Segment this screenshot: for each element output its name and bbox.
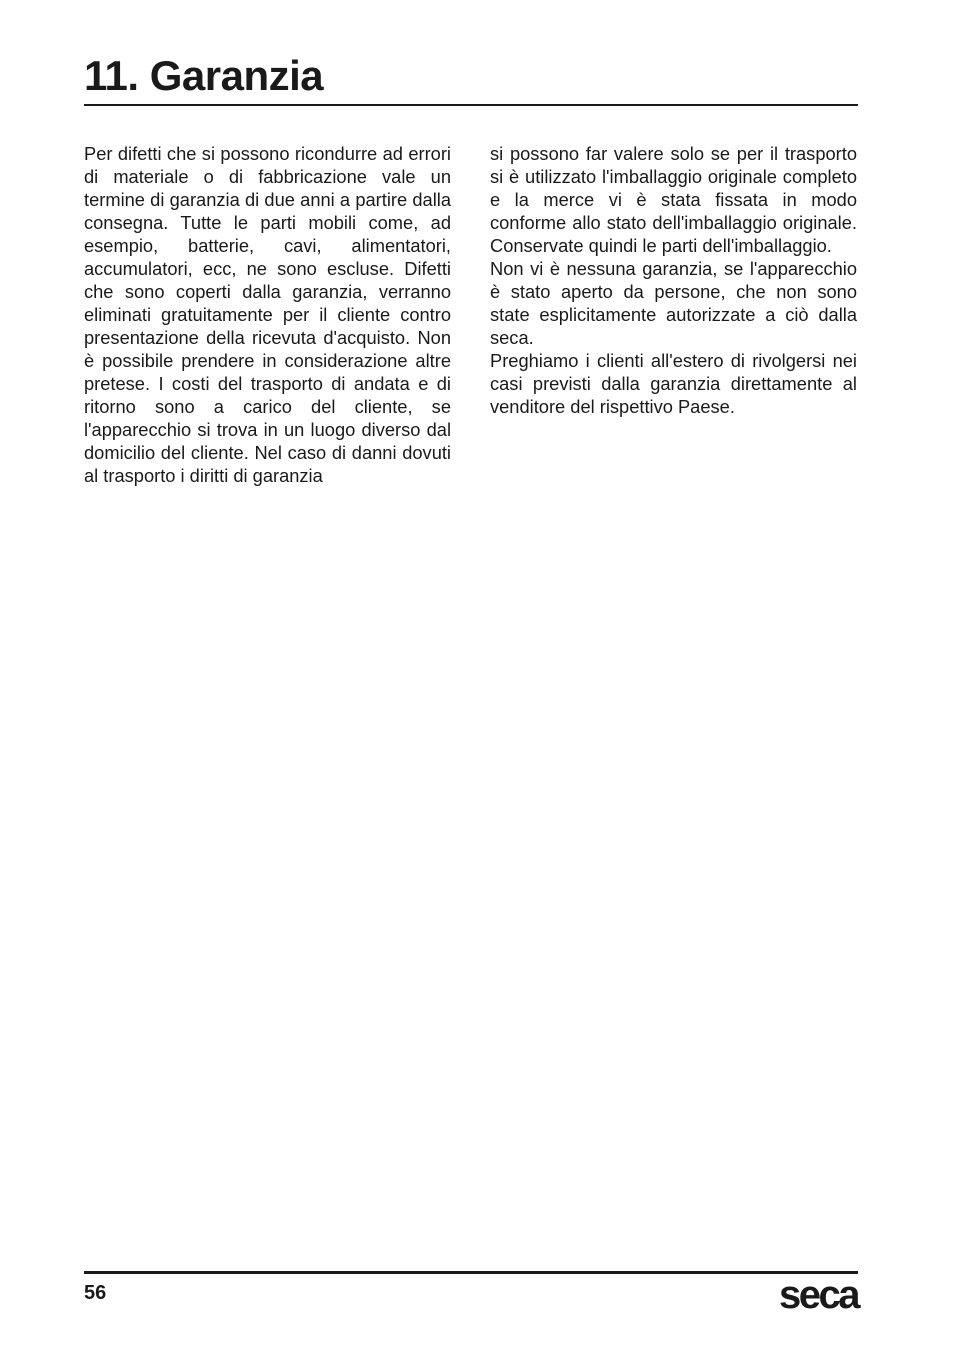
right-column <box>490 142 857 418</box>
footer-divider <box>84 1271 858 1274</box>
warranty-paragraph-4: Preghiamo i clienti all'estero di rivolgersi nei casi previsti dalla garanzia direttamente al venditore del rispettivo Paese. <box>490 350 857 417</box>
warranty-paragraph-1: Per difetti che si possono ricondurre ad errori di materiale o di fabbricazione vale un termine di garanzia di due anni a partire dalla consegna. Tutte le parti mobili come, ad esempio, batterie, cavi, alimentatori, accumulatori, ecc, ne sono escluse. Difetti che sono coperti dalla garanzia, verranno eliminati gratuitamente per il cliente contro presentazione della ricevuta d'acquisto. Non è possibile prendere in considerazione altre pretese. I costi del trasporto di andata e di ritorno sono a carico del cliente, se l'apparecchio si trova in un luogo diverso dal domicilio del cliente. Nel caso di danni dovuti al trasporto i diritti di garanzia <box>84 143 451 486</box>
warranty-paragraph-2: si possono far valere solo se per il trasporto si è utilizzato l'imballaggio originale completo e la merce vi è stata fissata in modo conforme allo stato dell'imballaggio originale. Conservate quindi le parti dell'imballaggio. <box>490 143 857 256</box>
seca-logo: seca <box>779 1273 858 1317</box>
page-title: 11. Garanzia <box>84 52 324 99</box>
title-divider <box>84 104 858 106</box>
warranty-paragraph-3: Non vi è nessuna garanzia, se l'apparecchio è stato aperto da persone, che non sono state esplicitamente autorizzate a ciò dalla seca. <box>490 258 857 348</box>
left-column <box>84 142 451 487</box>
page-number: 56 <box>84 1282 107 1304</box>
